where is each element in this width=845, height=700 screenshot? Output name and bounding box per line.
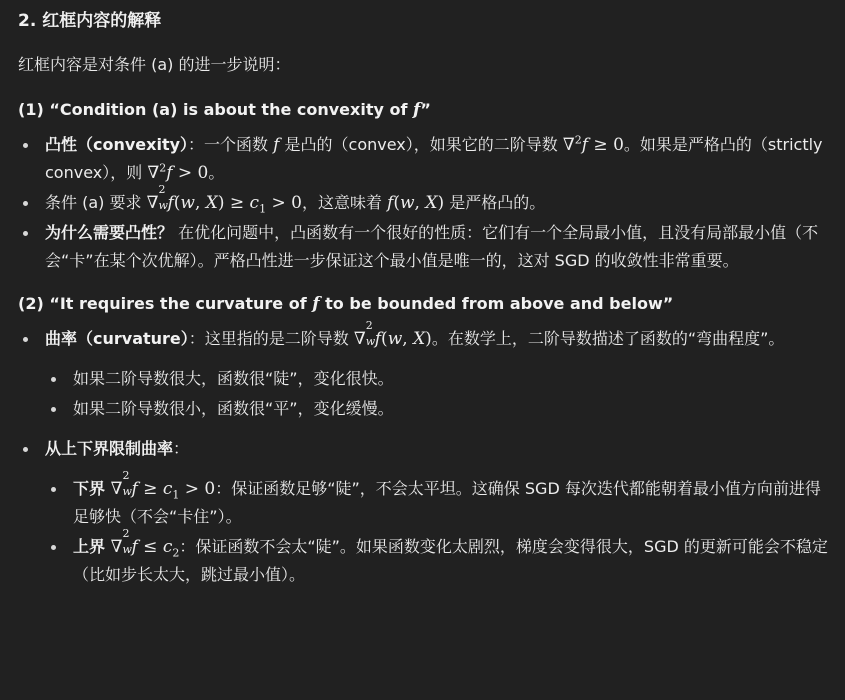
math-upper-bound: ∇ 2 w $f \le c_2$ (110, 527, 180, 560)
list-item-convexity: 凸性（convexity）：一个函数 f 是凸的（convex），如果它的二阶导数 ∇$^2$f ≥ 0。如果是严格凸的（strictly convex），则 ∇$^2$f > 0。 (18, 131, 831, 187)
math-f-w-x: f(w, X) (387, 193, 445, 213)
term-curvature: 曲率（curvature） (45, 329, 189, 348)
intro-paragraph: 红框内容是对条件 (a) 的进一步说明： (18, 55, 291, 74)
math-f: f (273, 135, 280, 155)
term-bounds: 从上下界限制曲率 (45, 439, 174, 458)
math-hessian-pos: ∇$^2$f > 0 (147, 161, 209, 183)
math-hessian-w: ∇ 2 w f(w, X) (353, 319, 432, 349)
math-condition-a: ∇ 2 w f(w, $X) \ge c_1 > 0$ (146, 183, 302, 216)
sublist-item-steep: 如果二阶导数很大，函数很“陡”，变化很快。 (45, 365, 831, 393)
math-hessian-nonneg: ∇$^2$f ≥ 0 (562, 133, 624, 155)
subsection-1-list (18, 131, 831, 275)
list-item-bounds: 从上下界限制曲率： 下界 ∇ 2 w $f \ge c_1 > 0$：保证函数足够“陡”，不会太平坦。这确保 SGD 每次迭代都能朝着最小值方向前进得足够快（不会“卡住”）。 上界 ∇ 2 w $f \le c_2$：保证函数不会太“陡”。如果函数变化太剧烈，梯度会变得很大，SGD 的更新可能会不稳定（比如步长太大，跳过最小值）。 (18, 435, 831, 589)
sublist-item-lower-bound: 下界 ∇ 2 w $f \ge c_1 > 0$：保证函数足够“陡”，不会太平坦。这确保 SGD 每次迭代都能朝着最小值方向前进得足够快（不会“卡住”）。 (45, 475, 831, 531)
term-convexity: 凸性（convexity） (45, 135, 189, 154)
subsection-2-title: (2) “It requires the curvature of f to be bounded from above and below” (18, 294, 674, 314)
subsection-1-title: (1) “Condition (a) is about the convexity of f” (18, 100, 431, 120)
term-why-convexity: 为什么需要凸性？ (45, 223, 174, 242)
bounds-sublist (45, 469, 831, 589)
sublist-item-upper-bound: 上界 ∇ 2 w $f \le c_2$：保证函数不会太“陡”。如果函数变化太剧烈，梯度会变得很大，SGD 的更新可能会不稳定（比如步长太大，跳过最小值）。 (45, 533, 831, 589)
curvature-sublist (45, 365, 831, 423)
sublist-item-flat: 如果二阶导数很小，函数很“平”，变化缓慢。 (45, 395, 831, 423)
math-lower-bound: ∇ 2 w $f \ge c_1 > 0$ (110, 469, 216, 502)
list-item-why-convexity: 为什么需要凸性？ 在优化问题中，凸函数有一个很好的性质：它们有一个全局最小值，且没有局部最小值（不会“卡”在某个次优解）。严格凸性进一步保证这个最小值是唯一的，这对 SGD 的收敛性非常重要。 (18, 219, 831, 275)
list-item-condition-a: 条件 (a) 要求 ∇ 2 w f(w, $X) \ge c_1 > 0$，这意味着 f(w, X) 是严格凸的。 (18, 189, 831, 217)
list-item-curvature: 曲率（curvature）：这里指的是二阶导数 ∇ 2 w f(w, X)。在数学上，二阶导数描述了函数的“弯曲程度”。 如果二阶导数很大，函数很“陡”，变化很快。 如果二阶导数很小，函数很“平”，变化缓慢。 (18, 325, 831, 423)
section-heading: 2. 红框内容的解释 (18, 11, 162, 31)
subsection-2-list (18, 319, 831, 589)
